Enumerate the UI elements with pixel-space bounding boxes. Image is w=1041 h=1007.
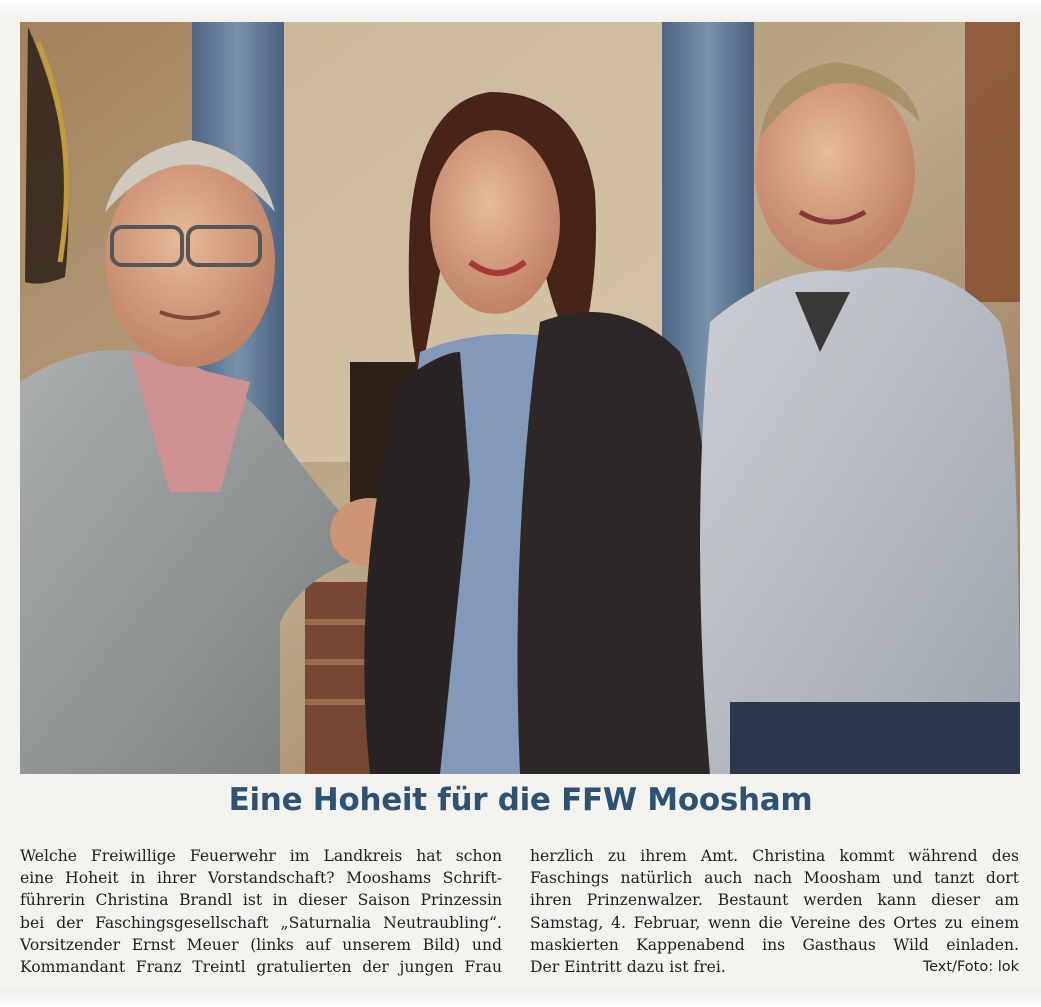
headline: Eine Hoheit für die FFW Moosham (228, 782, 813, 818)
body-line: eine Hoheit in ihrer Vorstandschaft? Mooshams Schrift- (20, 869, 502, 888)
body-line: Faschings natürlich auch nach Moosham und tanzt dort (530, 869, 1019, 888)
body-line: führerin Christina Brandl ist in dieser Saison Prinzessin (20, 891, 502, 910)
body-line: herzlich zu ihrem Amt. Christina kommt während des (530, 847, 1019, 865)
body-line: Der Eintritt dazu ist frei. (530, 958, 726, 977)
body-line: Welche Freiwillige Feuerwehr im Landkreis hat schon (20, 847, 502, 865)
last-line-row (530, 956, 1019, 978)
article-photo (20, 22, 1020, 774)
body-line: Samstag, 4. Februar, wenn die Vereine des Ortes zu einem (530, 913, 1019, 932)
body-line: bei der Faschingsgesellschaft „Saturnalia Neutraubling“. (20, 913, 502, 932)
photo-credit: Text/Foto: lok (922, 959, 1019, 976)
body-line: maskierten Kappenabend ins Gasthaus Wild einladen. (530, 935, 1019, 954)
body-line: ihren Prinzenwalzer. Bestaunt werden kann dieser am (530, 891, 1019, 910)
article-column-left (20, 845, 502, 978)
article-column-right (530, 845, 1019, 978)
scan-edge-top (0, 0, 1041, 22)
body-line: Vorsitzender Ernst Meuer (links auf unserem Bild) und (20, 935, 502, 954)
body-line: Kommandant Franz Treintl gratulierten der jungen Frau (20, 958, 502, 977)
scan-edge-bottom (0, 990, 1041, 1007)
